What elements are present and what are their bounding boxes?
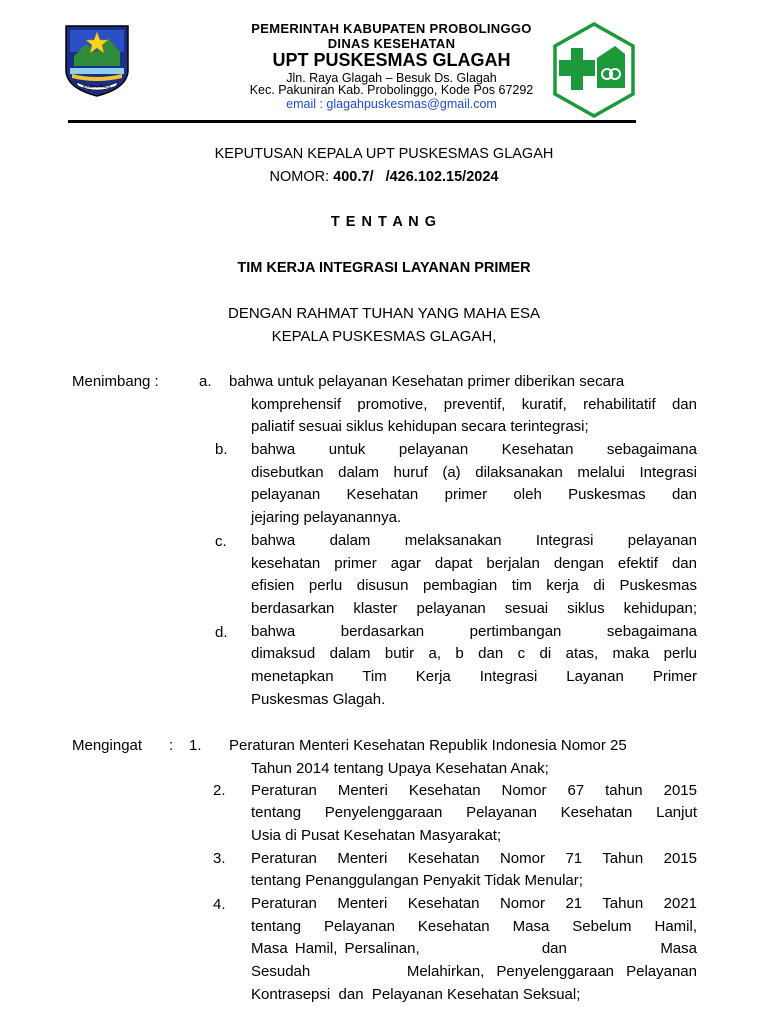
mengingat-item-3-line2: tentang Penanggulangan Penyakit Tidak Menular;: [251, 872, 583, 889]
menimbang-item-d-line2: dimaksud dalam butir a, b dan c di atas, maka perlu: [251, 645, 697, 662]
menimbang-item-a-line2: komprehensif promotive, preventif, kuratif, rehabilitatif dan: [251, 396, 697, 413]
mengingat-item-1-line2: Tahun 2014 tentang Upaya Kesehatan Anak;: [251, 760, 549, 777]
mengingat-marker-1: 1.: [189, 737, 202, 754]
mengingat-item-4-line3: Masa Hamil, Persalinan, dan Masa: [251, 940, 697, 957]
decree-tentang: T E N T A N G: [330, 214, 438, 230]
menimbang-marker-d: d.: [215, 624, 228, 641]
mengingat-item-4-line5: Kontrasepsi dan Pelayanan Kesehatan Seksual;: [251, 986, 581, 1003]
mengingat-marker-2: 2.: [213, 782, 226, 799]
decree-number-value: 400.7/ /426.102.15/2024: [333, 169, 499, 185]
mengingat-item-1-line1: Peraturan Menteri Kesehatan Republik Indonesia Nomor 25: [229, 737, 627, 754]
letterhead-line1: PEMERINTAH KABUPATEN PROBOLINGGO: [251, 21, 532, 36]
mengingat-item-3-line1: Peraturan Menteri Kesehatan Nomor 71 Tahun 2015: [251, 850, 697, 867]
menimbang-item-d-line4: Puskesmas Glagah.: [251, 691, 386, 708]
menimbang-marker-c: c.: [215, 533, 227, 550]
mengingat-marker-4: 4.: [213, 896, 226, 913]
mengingat-label: Mengingat: [72, 737, 143, 754]
mengingat-item-2-line1: Peraturan Menteri Kesehatan Nomor 67 tahun 2015: [251, 782, 697, 799]
decree-number-label: NOMOR:: [269, 169, 330, 185]
mengingat-item-4-line2: tentang Pelayanan Kesehatan Masa Sebelum Hamil,: [251, 918, 697, 935]
decree-title: KEPUTUSAN KEPALA UPT PUSKESMAS GLAGAH: [214, 146, 554, 162]
menimbang-item-c-line2: kesehatan primer agar dapat berjalan dengan efektif dan: [251, 555, 697, 572]
menimbang-item-b-line4: jejaring pelayanannya.: [251, 509, 402, 526]
decree-opening1: DENGAN RAHMAT TUHAN YANG MAHA ESA: [227, 305, 540, 322]
menimbang-item-d-line3: menetapkan Tim Kerja Integrasi Layanan Primer: [251, 668, 697, 685]
menimbang-marker-b: b.: [215, 441, 228, 458]
menimbang-item-b-line3: pelayanan Kesehatan primer oleh Puskesmas dan: [251, 486, 697, 503]
mengingat-item-4-line4: Sesudah Melahirkan, Penyelenggaraan Pelayanan: [251, 963, 697, 980]
letterhead-address1: Jln. Raya Glagah – Besuk Ds. Glagah: [286, 71, 497, 85]
mengingat-item-4-line1: Peraturan Menteri Kesehatan Nomor 21 Tahun 2021: [251, 895, 697, 912]
decree-subject: TIM KERJA INTEGRASI LAYANAN PRIMER: [237, 260, 531, 276]
menimbang-item-b-line1: bahwa untuk pelayanan Kesehatan sebagaimana: [251, 441, 697, 458]
mengingat-colon: :: [169, 737, 174, 754]
letterhead-divider: [68, 120, 636, 123]
menimbang-item-d-line1: bahwa berdasarkan pertimbangan sebagaimana: [251, 623, 697, 640]
menimbang-item-a-line1: bahwa untuk pelayanan Kesehatan primer diberikan secara: [229, 373, 625, 390]
menimbang-item-c-line1: bahwa dalam melaksanakan Integrasi pelayanan: [251, 532, 697, 549]
menimbang-marker-a: a.: [199, 373, 212, 390]
mengingat-item-2-line2: tentang Penyelenggaraan Pelayanan Kesehatan Lanjut: [251, 804, 697, 821]
mengingat-item-2-line3: Usia di Pusat Kesehatan Masyarakat;: [251, 827, 502, 844]
decree-number: [0, 169, 768, 185]
letterhead-address2: Kec. Pakuniran Kab. Probolinggo, Kode Pos 67292: [249, 83, 534, 97]
menimbang-item-c-line3: efisien perlu disusun pembagian tim kerja di Puskesmas: [251, 577, 697, 594]
menimbang-item-c-line4: berdasarkan klaster pelayanan sesuai siklus kehidupan;: [251, 600, 697, 617]
letterhead-line2: DINAS KESEHATAN: [327, 36, 456, 51]
decree-opening2: KEPALA PUSKESMAS GLAGAH,: [271, 328, 497, 345]
mengingat-marker-3: 3.: [213, 850, 226, 867]
letterhead-email[interactable]: email : glagahpuskesmas@gmail.com: [286, 97, 497, 111]
menimbang-item-a-line3: paliatif sesuai siklus kehidupan secara terintegrasi;: [251, 418, 589, 435]
menimbang-item-b-line2: disebutkan dalam huruf (a) dilaksanakan melalui Integrasi: [251, 464, 697, 481]
letterhead-title: UPT PUSKESMAS GLAGAH: [272, 50, 511, 70]
menimbang-label: Menimbang :: [72, 373, 159, 390]
crest-ribbon-text: BHAKTI PRAJA: [82, 84, 112, 89]
